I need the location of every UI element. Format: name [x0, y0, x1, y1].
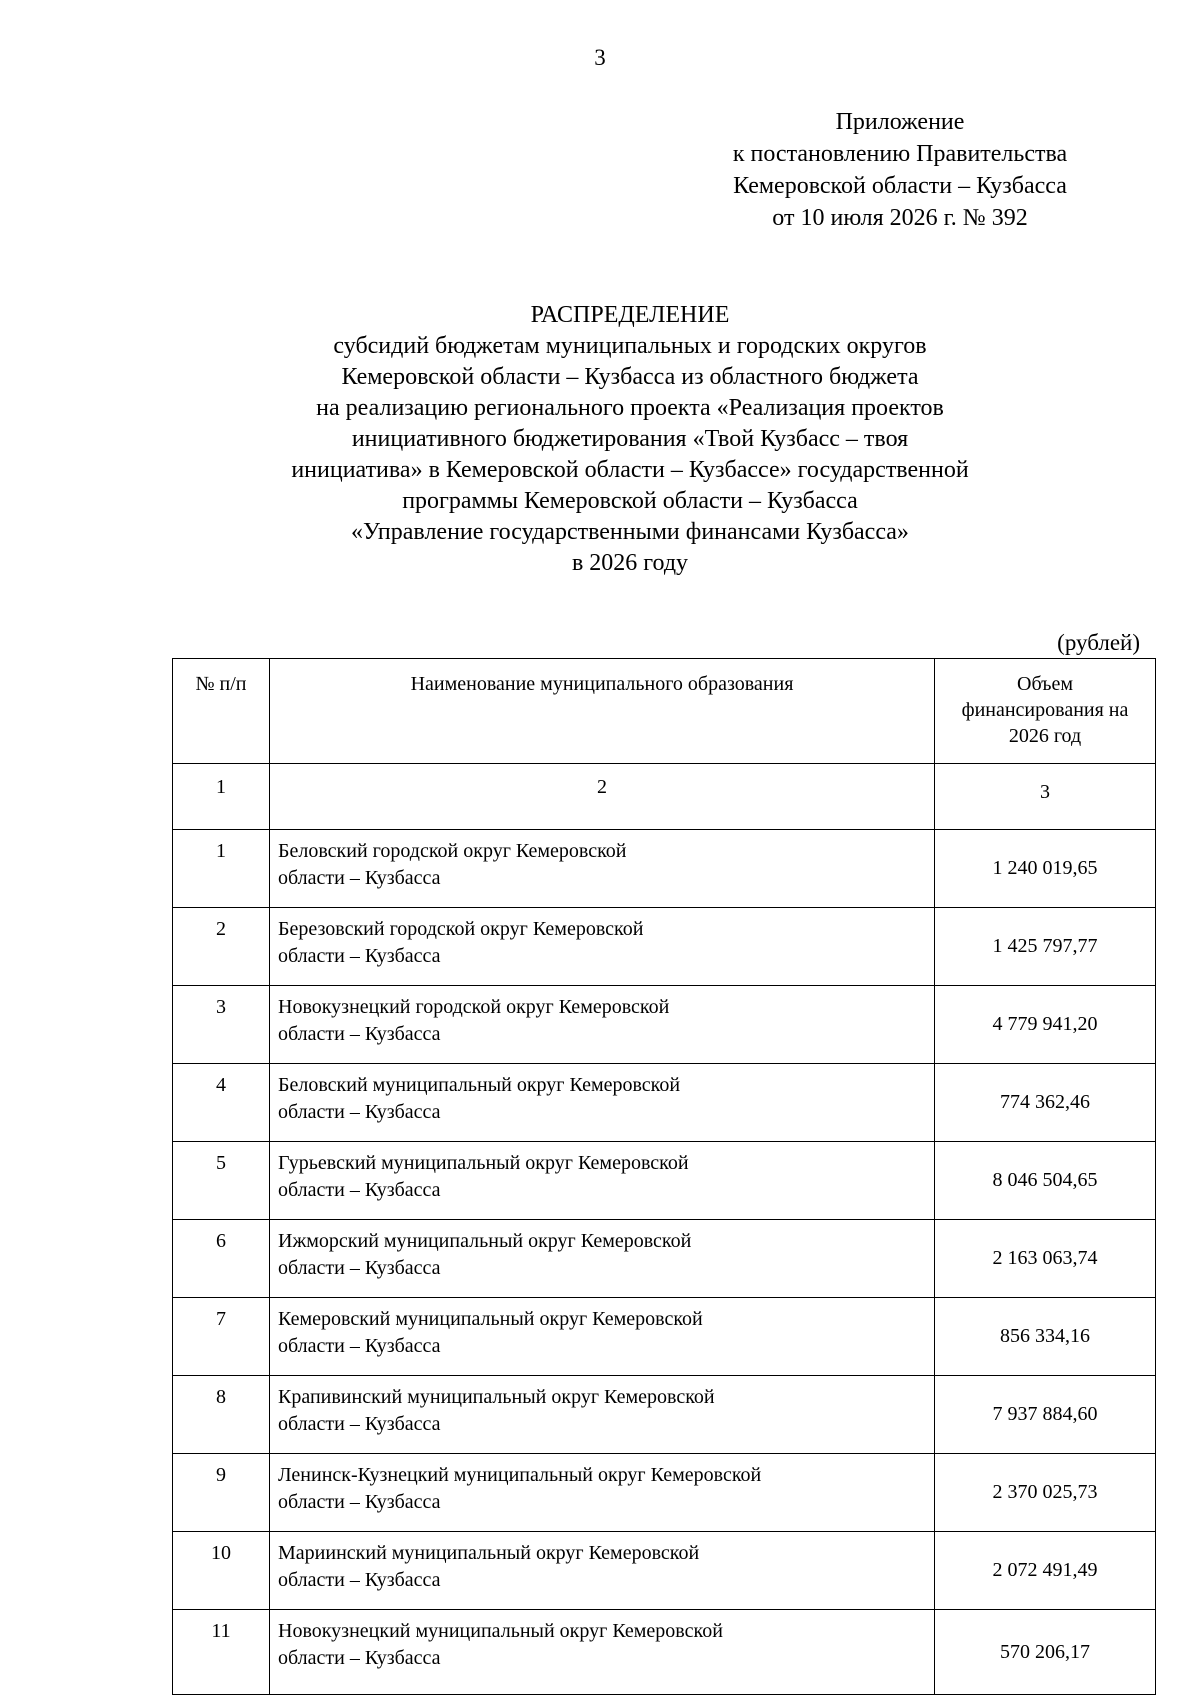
municipality-name — [270, 1454, 935, 1532]
funding-amount: 2 163 063,74 — [935, 1220, 1156, 1298]
funding-amount: 2 370 025,73 — [935, 1454, 1156, 1532]
municipality-name-line: области – Кузбасса — [278, 1023, 441, 1045]
header-amount-line: 2026 год — [1008, 725, 1082, 747]
table-row — [173, 1220, 1156, 1298]
header-number: № п/п — [173, 659, 270, 764]
column-number-row — [173, 764, 1156, 830]
table-row — [173, 1298, 1156, 1376]
row-number: 8 — [173, 1376, 270, 1454]
municipality-name-line: Ленинск-Кузнецкий муниципальный округ Кемеровской — [278, 1464, 762, 1486]
header-amount-line: Объем — [1017, 673, 1073, 695]
appendix-line: к постановлению Правительства — [732, 141, 1068, 167]
funding-amount: 8 046 504,65 — [935, 1142, 1156, 1220]
municipality-name-line: Беловский муниципальный округ Кемеровской — [278, 1074, 681, 1096]
title-line: «Управление государственными финансами Кузбасса» — [351, 519, 909, 545]
funding-amount: 1 240 019,65 — [935, 830, 1156, 908]
municipality-name — [270, 1298, 935, 1376]
municipality-name-line: области – Кузбасса — [278, 1647, 441, 1669]
municipality-name-line: Ижморский муниципальный округ Кемеровской — [278, 1230, 692, 1252]
title-line: в 2026 году — [571, 550, 689, 576]
row-number: 6 — [173, 1220, 270, 1298]
appendix-line: от 10 июля 2026 г. № 392 — [772, 205, 1028, 231]
funding-amount: 856 334,16 — [935, 1298, 1156, 1376]
municipality-name-line: Кемеровский муниципальный округ Кемеровской — [278, 1308, 703, 1330]
title-line: инициатива» в Кемеровской области – Кузбассе» государственной — [291, 457, 969, 483]
row-number: 2 — [173, 908, 270, 986]
title-heading: РАСПРЕДЕЛЕНИЕ — [530, 302, 730, 328]
municipality-name-line: области – Кузбасса — [278, 1491, 441, 1513]
funding-amount: 4 779 941,20 — [935, 986, 1156, 1064]
municipality-name — [270, 1064, 935, 1142]
municipality-name-line: Березовский городской округ Кемеровской — [278, 918, 644, 940]
municipality-name-line: области – Кузбасса — [278, 1569, 441, 1591]
municipality-name — [270, 1220, 935, 1298]
municipality-name-line: Крапивинский муниципальный округ Кемеровской — [278, 1386, 715, 1408]
municipality-name — [270, 1610, 935, 1695]
funding-amount: 570 206,17 — [935, 1610, 1156, 1695]
municipality-name — [270, 986, 935, 1064]
row-number: 7 — [173, 1298, 270, 1376]
appendix-block — [690, 106, 1110, 234]
header-amount — [935, 659, 1156, 764]
appendix-line: Кемеровской области – Кузбасса — [733, 173, 1067, 199]
municipality-name-line: области – Кузбасса — [278, 1179, 441, 1201]
municipality-name — [270, 908, 935, 986]
funding-amount: 1 425 797,77 — [935, 908, 1156, 986]
title-line: субсидий бюджетам муниципальных и городских округов — [333, 333, 927, 359]
title-line: инициативного бюджетирования «Твой Кузбасс – твоя — [351, 426, 909, 452]
municipality-name — [270, 1142, 935, 1220]
header-name: Наименование муниципального образования — [270, 659, 935, 764]
column-number: 1 — [173, 764, 270, 830]
row-number: 11 — [173, 1610, 270, 1695]
table-header-row — [173, 659, 1156, 764]
municipality-name-line: Новокузнецкий муниципальный округ Кемеровской — [278, 1620, 723, 1642]
title-line: Кемеровской области – Кузбасса из областного бюджета — [341, 364, 919, 390]
row-number: 1 — [173, 830, 270, 908]
funding-amount: 2 072 491,49 — [935, 1532, 1156, 1610]
row-number: 5 — [173, 1142, 270, 1220]
municipality-name-line: области – Кузбасса — [278, 945, 441, 967]
municipality-name-line: области – Кузбасса — [278, 1101, 441, 1123]
municipality-name — [270, 1532, 935, 1610]
municipality-name-line: Гурьевский муниципальный округ Кемеровской — [278, 1152, 689, 1174]
municipality-name-line: Беловский городской округ Кемеровской — [278, 840, 627, 862]
table-row — [173, 1064, 1156, 1142]
header-amount-line: финансирования на — [961, 699, 1129, 721]
funding-amount: 7 937 884,60 — [935, 1376, 1156, 1454]
table-row — [173, 1610, 1156, 1695]
municipality-name-line: области – Кузбасса — [278, 1257, 441, 1279]
title-line: программы Кемеровской области – Кузбасса — [402, 488, 858, 514]
column-number: 2 — [270, 764, 935, 830]
row-number: 3 — [173, 986, 270, 1064]
column-number: 3 — [935, 764, 1156, 830]
municipality-name-line: области – Кузбасса — [278, 867, 441, 889]
municipality-name — [270, 1376, 935, 1454]
table-row — [173, 908, 1156, 986]
document-title — [230, 300, 1030, 579]
municipality-name-line: Мариинский муниципальный округ Кемеровской — [278, 1542, 700, 1564]
units-label: (рублей) — [1057, 630, 1140, 655]
table-row — [173, 1532, 1156, 1610]
distribution-table — [172, 658, 1156, 1695]
title-line: на реализацию регионального проекта «Реализация проектов — [316, 395, 944, 421]
page-number: 3 — [594, 45, 606, 70]
municipality-name-line: области – Кузбасса — [278, 1335, 441, 1357]
table-row — [173, 1454, 1156, 1532]
table-row — [173, 830, 1156, 908]
funding-amount: 774 362,46 — [935, 1064, 1156, 1142]
row-number: 10 — [173, 1532, 270, 1610]
municipality-name-line: области – Кузбасса — [278, 1413, 441, 1435]
table-row — [173, 1376, 1156, 1454]
row-number: 4 — [173, 1064, 270, 1142]
municipality-name-line: Новокузнецкий городской округ Кемеровской — [278, 996, 670, 1018]
row-number: 9 — [173, 1454, 270, 1532]
table-row — [173, 986, 1156, 1064]
table-row — [173, 1142, 1156, 1220]
municipality-name — [270, 830, 935, 908]
appendix-line: Приложение — [835, 109, 965, 135]
